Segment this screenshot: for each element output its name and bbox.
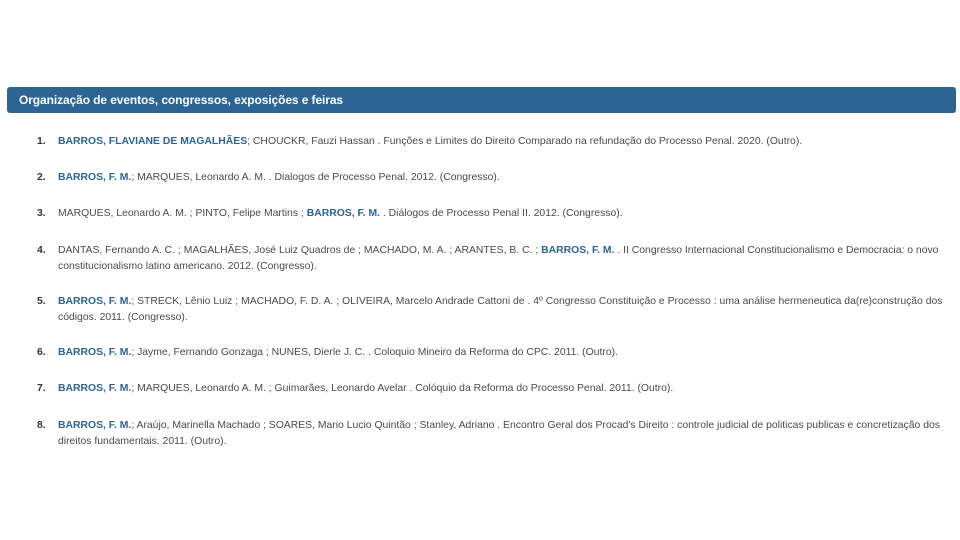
entry-text [58, 206, 953, 222]
entry-text [58, 418, 953, 450]
entry-text [58, 345, 953, 361]
entry-post-text: . Diálogos de Processo Penal II. 2012. (Congresso). [380, 208, 623, 219]
entry-post-text: ; Jayme, Fernando Gonzaga ; NUNES, Dierle J. C. . Coloquio Mineiro da Reforma do CPC. 2011. (Outro). [131, 347, 618, 358]
entry-pre-text: DANTAS, Fernando A. C. ; MAGALHÃES, José Luiz Quadros de ; MACHADO, M. A. ; ARANTES, B. C. ; [58, 245, 542, 256]
entry-post-text: ; MARQUES, Leonardo A. M. . Dialogos de Processo Penal. 2012. (Congresso). [131, 172, 500, 183]
entry-post-text: ; STRECK, Lênio Luiz ; MACHADO, F. D. A. ; OLIVEIRA, Marcelo Andrade Cattoni de . 4º Congresso Constituição e Processo : uma análise hermeneutica da(re)construção dos códigos. 2011. (Congresso). [58, 296, 943, 323]
entry-number: 4. [37, 245, 46, 256]
entry-number: 6. [37, 347, 46, 358]
entry-text [58, 243, 953, 275]
entry-text [58, 381, 953, 397]
entry-post-text: ; Araújo, Marinella Machado ; SOARES, Mario Lucio Quintão ; Stanley, Adriano . Encontro Geral dos Procad's Direito : controle judicial de politicas publicas e concretização dos direitos fundamentais. 2011. (Outro). [58, 420, 940, 447]
highlighted-author: BARROS, F. M. [541, 245, 615, 256]
highlighted-author: BARROS, F. M. [58, 296, 132, 307]
highlighted-author: BARROS, F. M. [58, 420, 132, 431]
entry-number: 1. [37, 136, 46, 147]
entry-number: 2. [37, 172, 46, 183]
entry-number: 7. [37, 383, 46, 394]
entry-text [58, 134, 953, 150]
entry-post-text: ; MARQUES, Leonardo A. M. ; Guimarães, Leonardo Avelar . Colóquio da Reforma do Processo Penal. 2011. (Outro). [131, 383, 674, 394]
section-title: Organização de eventos, congressos, exposições e feiras [19, 93, 343, 107]
entry-text [58, 170, 953, 186]
entry-post-text: . II Congresso Internacional Constitucionalismo e Democracia: o novo constitucionalismo latino americano. 2012. (Congresso). [58, 245, 939, 272]
section-header [7, 87, 956, 113]
entry-post-text: ; CHOUCKR, Fauzi Hassan . Funções e Limites do Direito Comparado na refundação do Processo Penal. 2020. (Outro). [247, 136, 803, 147]
entry-number: 8. [37, 420, 46, 431]
entry-text [58, 294, 953, 326]
highlighted-author: BARROS, FLAVIANE DE MAGALHÃES [58, 136, 248, 147]
highlighted-author: BARROS, F. M. [58, 172, 132, 183]
highlighted-author: BARROS, F. M. [306, 208, 381, 219]
highlighted-author: BARROS, F. M. [58, 383, 132, 394]
entry-number: 3. [37, 208, 46, 219]
highlighted-author: BARROS, F. M. [58, 347, 132, 358]
entry-pre-text: MARQUES, Leonardo A. M. ; PINTO, Felipe Martins ; [58, 208, 307, 219]
entry-number: 5. [37, 296, 46, 307]
